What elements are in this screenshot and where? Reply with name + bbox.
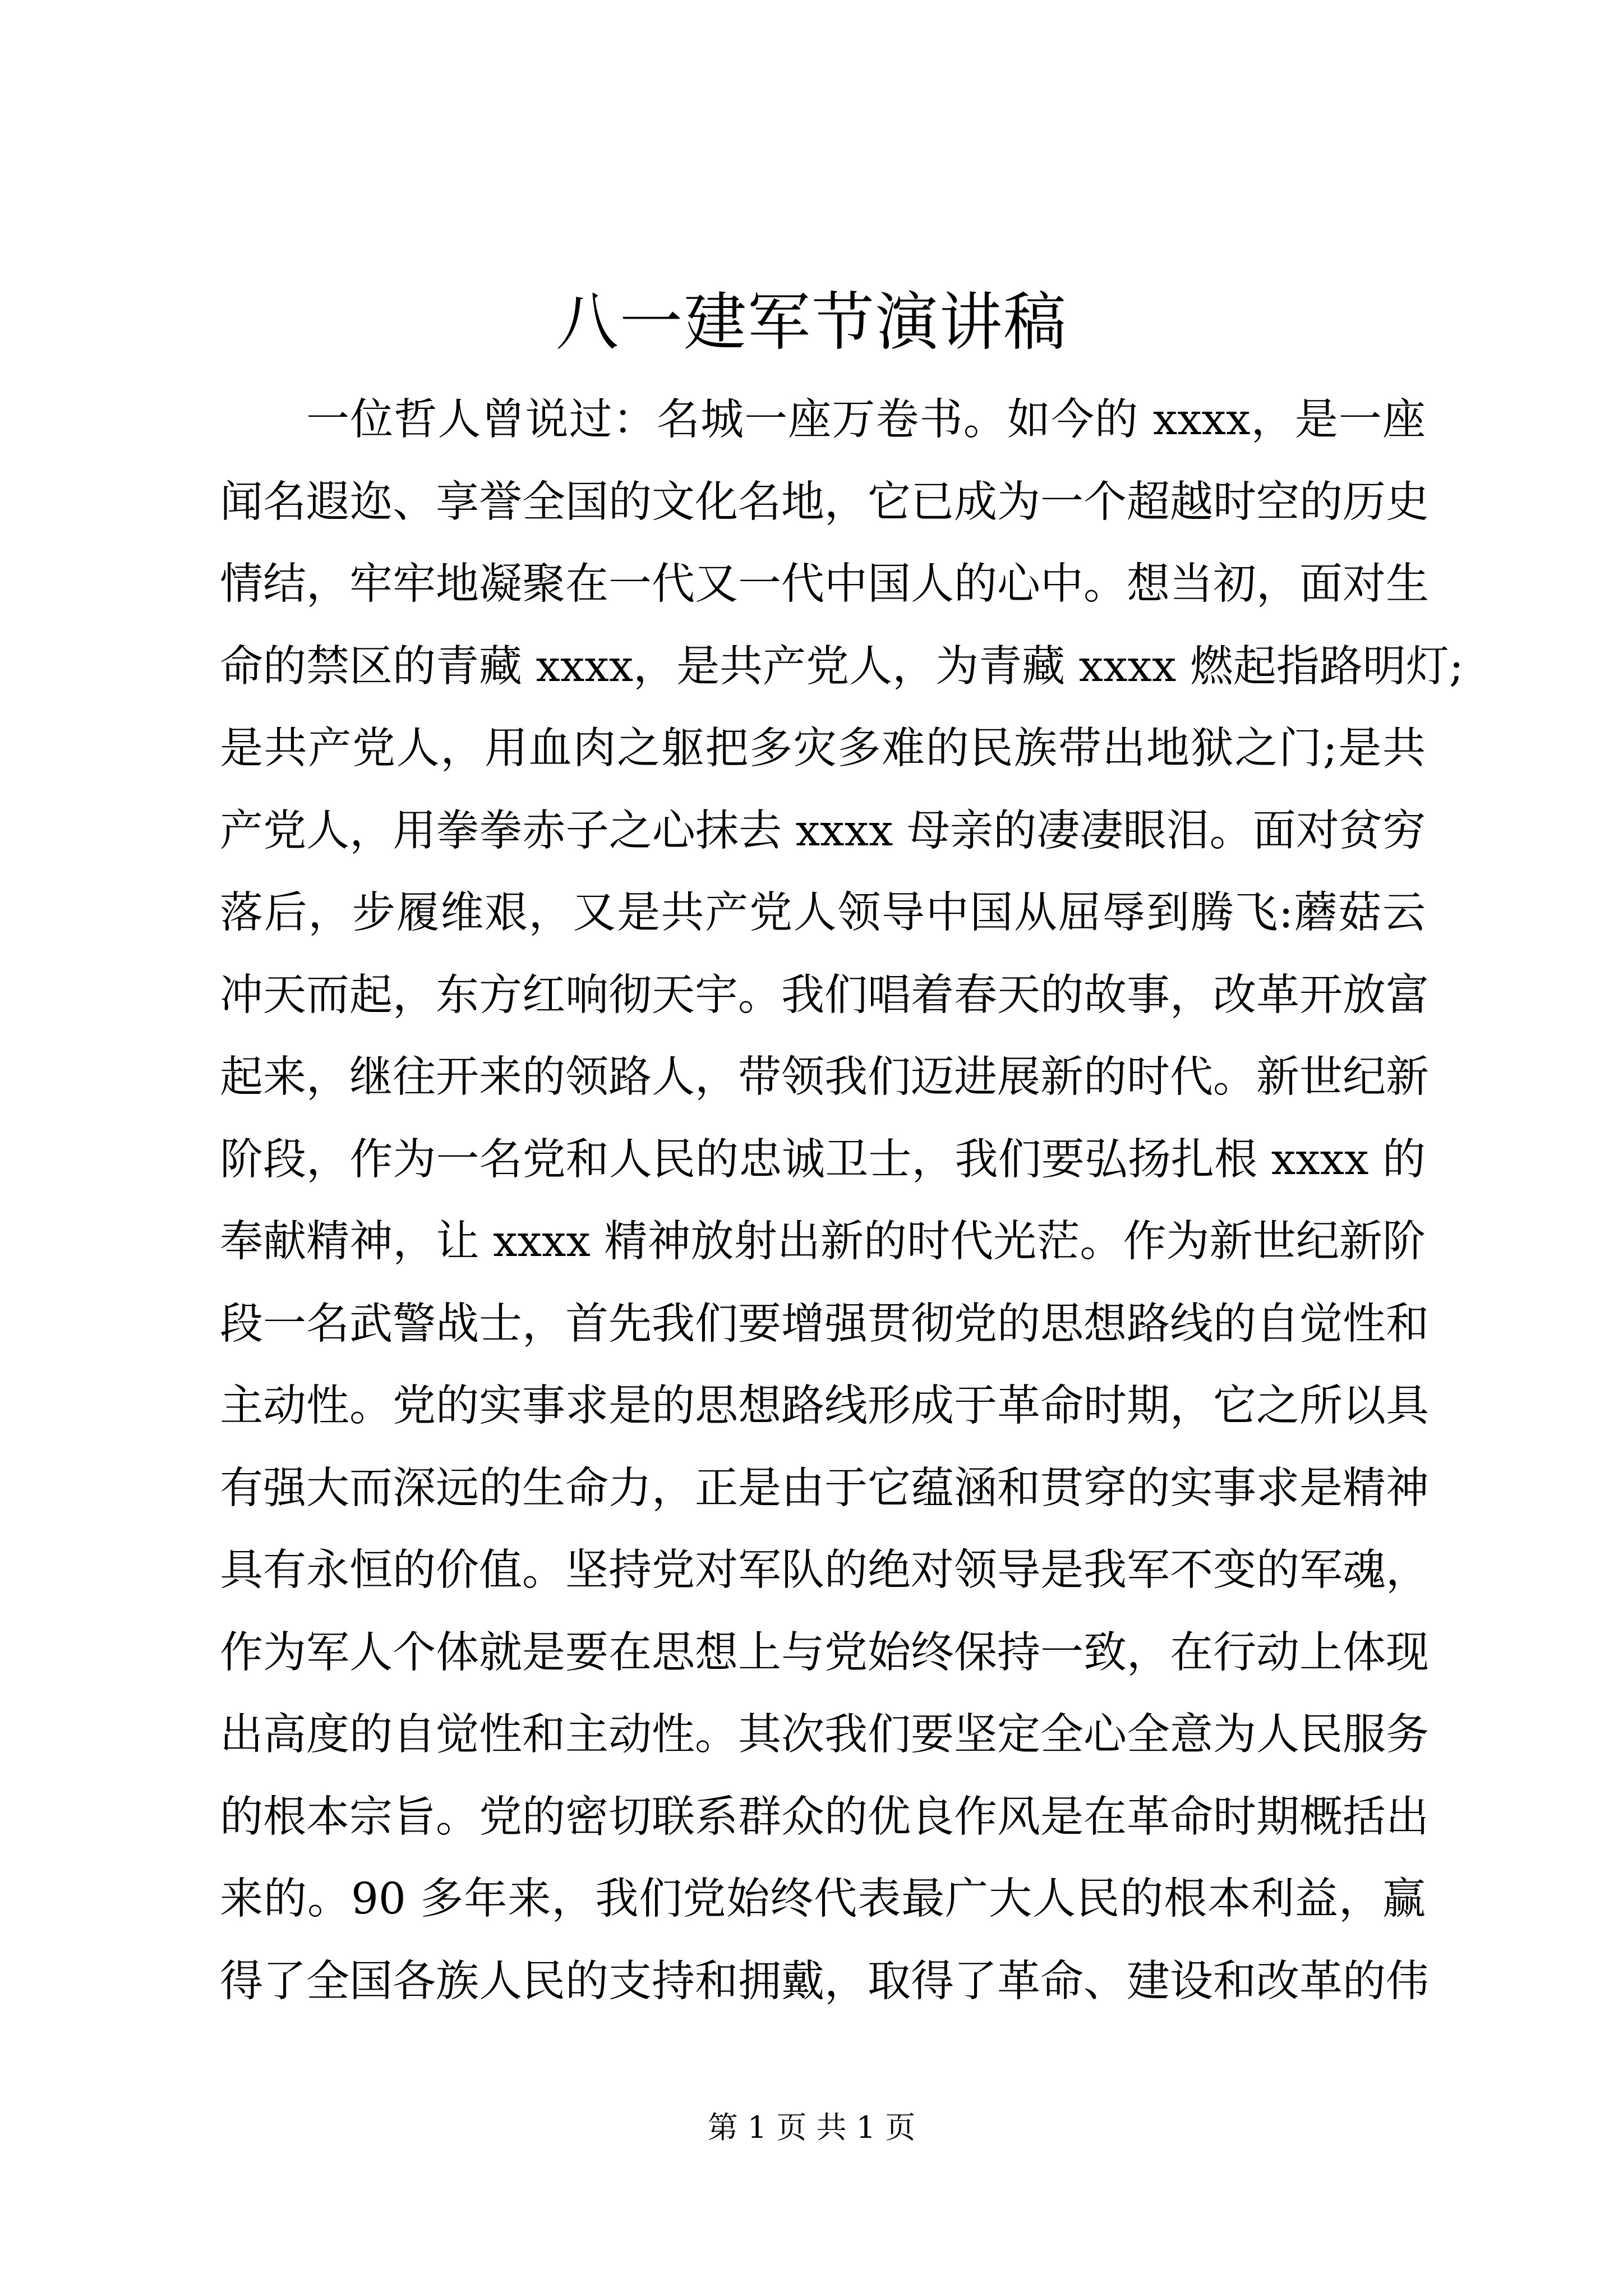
text-line: 奉献精神，让 xxxx 精神放射出新的时代光茫。作为新世纪新阶 [220,1217,1426,1267]
body-paragraph [220,379,1464,2023]
text-line: 情结，牢牢地凝聚在一代又一代中国人的心中。想当初，面对生 [220,559,1429,609]
text-line: 出高度的自觉性和主动性。其次我们要坚定全心全意为人民服务 [220,1710,1429,1760]
text-line: 命的禁区的青藏 xxxx，是共产党人，为青藏 xxxx 燃起指路明灯; [220,641,1464,692]
text-line: 有强大而深远的生命力，正是由于它蕴涵和贯穿的实事求是精神 [220,1463,1429,1513]
text-line: 段一名武警战士，首先我们要增强贯彻党的思想路线的自觉性和 [220,1299,1429,1349]
text-line: 一位哲人曾说过：名城一座万卷书。如今的 xxxx，是一座 [306,395,1426,445]
page-footer: 第 1 页 共 1 页 [707,2110,916,2145]
text-line: 闻名遐迩、享誉全国的文化名地，它已成为一个超越时空的历史 [220,477,1429,527]
text-line: 来的。90 多年来，我们党始终代表最广大人民的根本利益，赢 [220,1874,1426,1924]
text-line: 作为军人个体就是要在思想上与党始终保持一致，在行动上体现 [220,1627,1429,1678]
text-line: 冲天而起，东方红响彻天宇。我们唱着春天的故事，改革开放富 [220,970,1429,1020]
text-line: 产党人，用拳拳赤子之心抹去 xxxx 母亲的凄凄眼泪。面对贫穷 [220,806,1426,856]
text-line: 具有永恒的价值。坚持党对军队的绝对领导是我军不变的军魂， [220,1545,1429,1595]
text-line: 得了全国各族人民的支持和拥戴，取得了革命、建设和改革的伟 [220,1956,1429,2007]
text-line: 起来，继往开来的领路人，带领我们迈进展新的时代。新世纪新 [220,1052,1429,1102]
document-title: 八一建军节演讲稿 [556,286,1067,359]
text-line: 主动性。党的实事求是的思想路线形成于革命时期，它之所以具 [220,1381,1429,1431]
text-line: 阶段，作为一名党和人民的忠诚卫士，我们要弘扬扎根 xxxx 的 [220,1134,1426,1185]
text-line: 是共产党人，用血肉之躯把多灾多难的民族带出地狱之门;是共 [220,724,1426,774]
text-line: 落后，步履维艰，又是共产党人领导中国从屈辱到腾飞:蘑菇云 [220,888,1426,938]
text-line: 的根本宗旨。党的密切联系群众的优良作风是在革命时期概括出 [220,1792,1429,1842]
